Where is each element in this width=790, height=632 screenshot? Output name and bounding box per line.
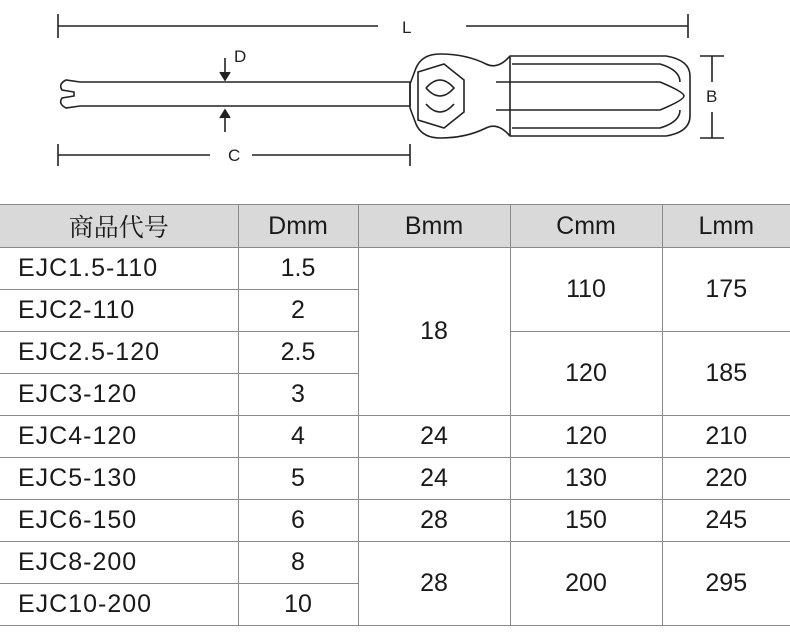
cell-code: EJC5-130	[0, 458, 238, 500]
table-row	[0, 248, 790, 290]
table-header-row	[0, 205, 790, 248]
cell-l: 245	[662, 500, 790, 542]
label-b: B	[706, 87, 718, 106]
cell-c: 110	[510, 248, 662, 332]
cell-d: 8	[238, 542, 358, 584]
cell-d: 1.5	[238, 248, 358, 290]
header-bmm: Bmm	[358, 205, 510, 248]
cell-d: 5	[238, 458, 358, 500]
cell-l: 185	[662, 332, 790, 416]
screwdriver-diagram	[0, 0, 790, 200]
dimension-l	[58, 14, 688, 38]
cell-code: EJC4-120	[0, 416, 238, 458]
cell-c: 120	[510, 332, 662, 416]
header-dmm: Dmm	[238, 205, 358, 248]
header-cmm: Cmm	[510, 205, 662, 248]
cell-d: 10	[238, 584, 358, 626]
cell-l: 175	[662, 248, 790, 332]
label-l: L	[402, 18, 412, 37]
cell-l: 220	[662, 458, 790, 500]
cell-b: 28	[358, 500, 510, 542]
header-lmm: Lmm	[662, 205, 790, 248]
cell-code: EJC6-150	[0, 500, 238, 542]
cell-d: 4	[238, 416, 358, 458]
header-code: 商品代号	[0, 205, 238, 248]
cell-c: 150	[510, 500, 662, 542]
table-row	[0, 458, 790, 500]
cell-code: EJC10-200	[0, 584, 238, 626]
table-row	[0, 500, 790, 542]
cell-code: EJC2-110	[0, 290, 238, 332]
cell-c: 130	[510, 458, 662, 500]
cell-d: 2.5	[238, 332, 358, 374]
cell-b: 28	[358, 542, 510, 626]
label-d: D	[234, 47, 247, 66]
table-row	[0, 542, 790, 584]
screwdriver-blade	[61, 80, 410, 108]
cell-b: 24	[358, 416, 510, 458]
cell-code: EJC3-120	[0, 374, 238, 416]
cell-d: 2	[238, 290, 358, 332]
cell-d: 6	[238, 500, 358, 542]
spec-table	[0, 204, 790, 626]
label-c: C	[228, 146, 241, 165]
cell-c: 200	[510, 542, 662, 626]
screwdriver-handle	[410, 54, 690, 138]
cell-code: EJC8-200	[0, 542, 238, 584]
cell-d: 3	[238, 374, 358, 416]
cell-b: 18	[358, 248, 510, 416]
table-row	[0, 416, 790, 458]
cell-l: 210	[662, 416, 790, 458]
cell-c: 120	[510, 416, 662, 458]
cell-code: EJC1.5-110	[0, 248, 238, 290]
cell-l: 295	[662, 542, 790, 626]
cell-code: EJC2.5-120	[0, 332, 238, 374]
dimension-d	[220, 58, 230, 132]
cell-b: 24	[358, 458, 510, 500]
